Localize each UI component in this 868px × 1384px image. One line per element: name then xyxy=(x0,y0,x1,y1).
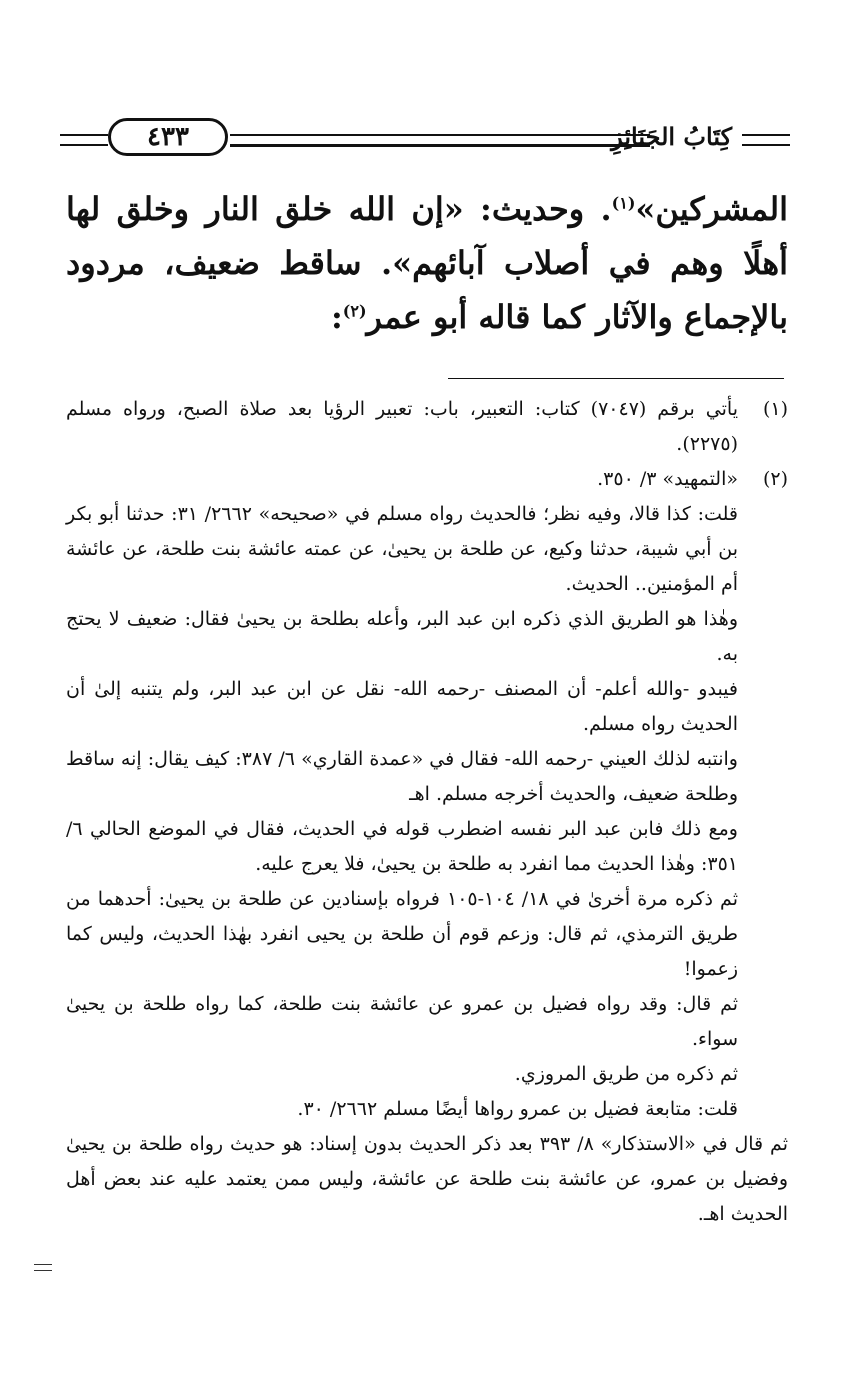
footnotes xyxy=(66,392,788,1232)
page-number: ٤٣٣ xyxy=(108,118,228,156)
footnote-2 xyxy=(66,462,788,497)
footnote-number: (١) xyxy=(762,398,788,420)
page-header xyxy=(60,112,790,164)
main-paragraph-body: . وحديث: «إن الله خلق النار وخلق لها أهلًا وهم في أصلاب آبائهم». ساقط ضعيف، مردود بالإجماع والآثار كما قاله أبو عمر xyxy=(66,190,788,336)
footnote-number: (٢) xyxy=(762,468,788,490)
footnote-ref-1: (١) xyxy=(611,193,636,213)
main-paragraph xyxy=(66,182,788,344)
footnote-1 xyxy=(66,392,788,462)
editor-commentary xyxy=(66,497,788,1232)
commentary-paragraph: وهٰذا هو الطريق الذي ذكره ابن عبد البر، وأعله بطلحة بن يحيىٰ فقال: ضعيف لا يحتج به. xyxy=(66,608,738,665)
commentary-paragraph: فيبدو -والله أعلم- أن المصنف -رحمه الله- نقل عن ابن عبد البر، ولم يتنبه إلىٰ أن الحديث رواه مسلم. xyxy=(66,678,738,735)
commentary-paragraph: وانتبه لذلك العيني -رحمه الله- فقال في «عمدة القاري» ٦/ ٣٨٧: كيف يقال: إنه ساقط وطلحة ضعيف، والحديث أخرجه مسلم. اهـ xyxy=(66,748,738,805)
commentary-paragraph: قلت: متابعة فضيل بن عمرو رواها أيضًا مسلم ٢٦٦٢/ ٣٠. xyxy=(297,1098,738,1120)
footnote-text: يأتي برقم (٧٠٤٧) كتاب: التعبير، باب: تعبير الرؤيا بعد صلاة الصبح، ورواه مسلم (٢٢٧٥). xyxy=(66,398,738,455)
main-paragraph-start: المشركين» xyxy=(635,190,788,228)
commentary-paragraph: ثم قال: وقد رواه فضيل بن عمرو عن عائشة بنت طلحة، كما رواه طلحة بن يحيىٰ سواء. xyxy=(66,993,738,1050)
commentary-paragraph: ثم ذكره من طريق المروزي. xyxy=(514,1063,738,1085)
header-rule-left xyxy=(60,134,108,146)
commentary-paragraph: ومع ذلك فابن عبد البر نفسه اضطرب قوله في الحديث، فقال في الموضع الحالي ٦/ ٣٥١: وهٰذا الحديث مما انفرد به طلحة بن يحيىٰ، فلا يعرج عليه. xyxy=(66,818,738,875)
main-text xyxy=(66,182,788,344)
margin-mark xyxy=(34,1264,52,1271)
commentary-paragraph: ثم قال في «الاستذكار» ٨/ ٣٩٣ بعد ذكر الحديث بدون إسناد: هو حديث رواه طلحة بن يحيىٰ وفضيل بن عمرو، عن عائشة بنت طلحة عن عائشة، وليس ممن يعتمد عليه عند بعض أهل الحديث اهـ. xyxy=(66,1133,788,1225)
footnote-text: «التمهيد» ٣/ ٣٥٠. xyxy=(597,468,738,490)
commentary-paragraph: قلت: كذا قالا، وفيه نظر؛ فالحديث رواه مسلم في «صحيحه» ٢٦٦٢/ ٣١: حدثنا أبو بكر بن أبي شيبة، حدثنا وكيع، عن طلحة بن يحيىٰ، عن عمته عائشة بنت طلحة، عن عائشة أم المؤمنين.. الحديث. xyxy=(66,503,738,595)
footnote-ref-2: (٢) xyxy=(342,301,367,321)
main-paragraph-end: : xyxy=(330,298,343,336)
header-rule-right xyxy=(742,134,790,146)
running-title: كِتَابُ الجَنَائِزِ xyxy=(611,122,732,151)
footnote-separator xyxy=(448,378,784,379)
header-rule-middle xyxy=(230,134,650,147)
commentary-paragraph: ثم ذكره مرة أخرىٰ في ١٨/ ١٠٤-١٠٥ فرواه بإسنادين عن طلحة بن يحيىٰ: أحدهما من طريق الترمذي، ثم قال: وزعم قوم أن طلحة بن يحيى انفرد بهٰذا الحديث، وليس كما زعموا! xyxy=(66,888,738,980)
